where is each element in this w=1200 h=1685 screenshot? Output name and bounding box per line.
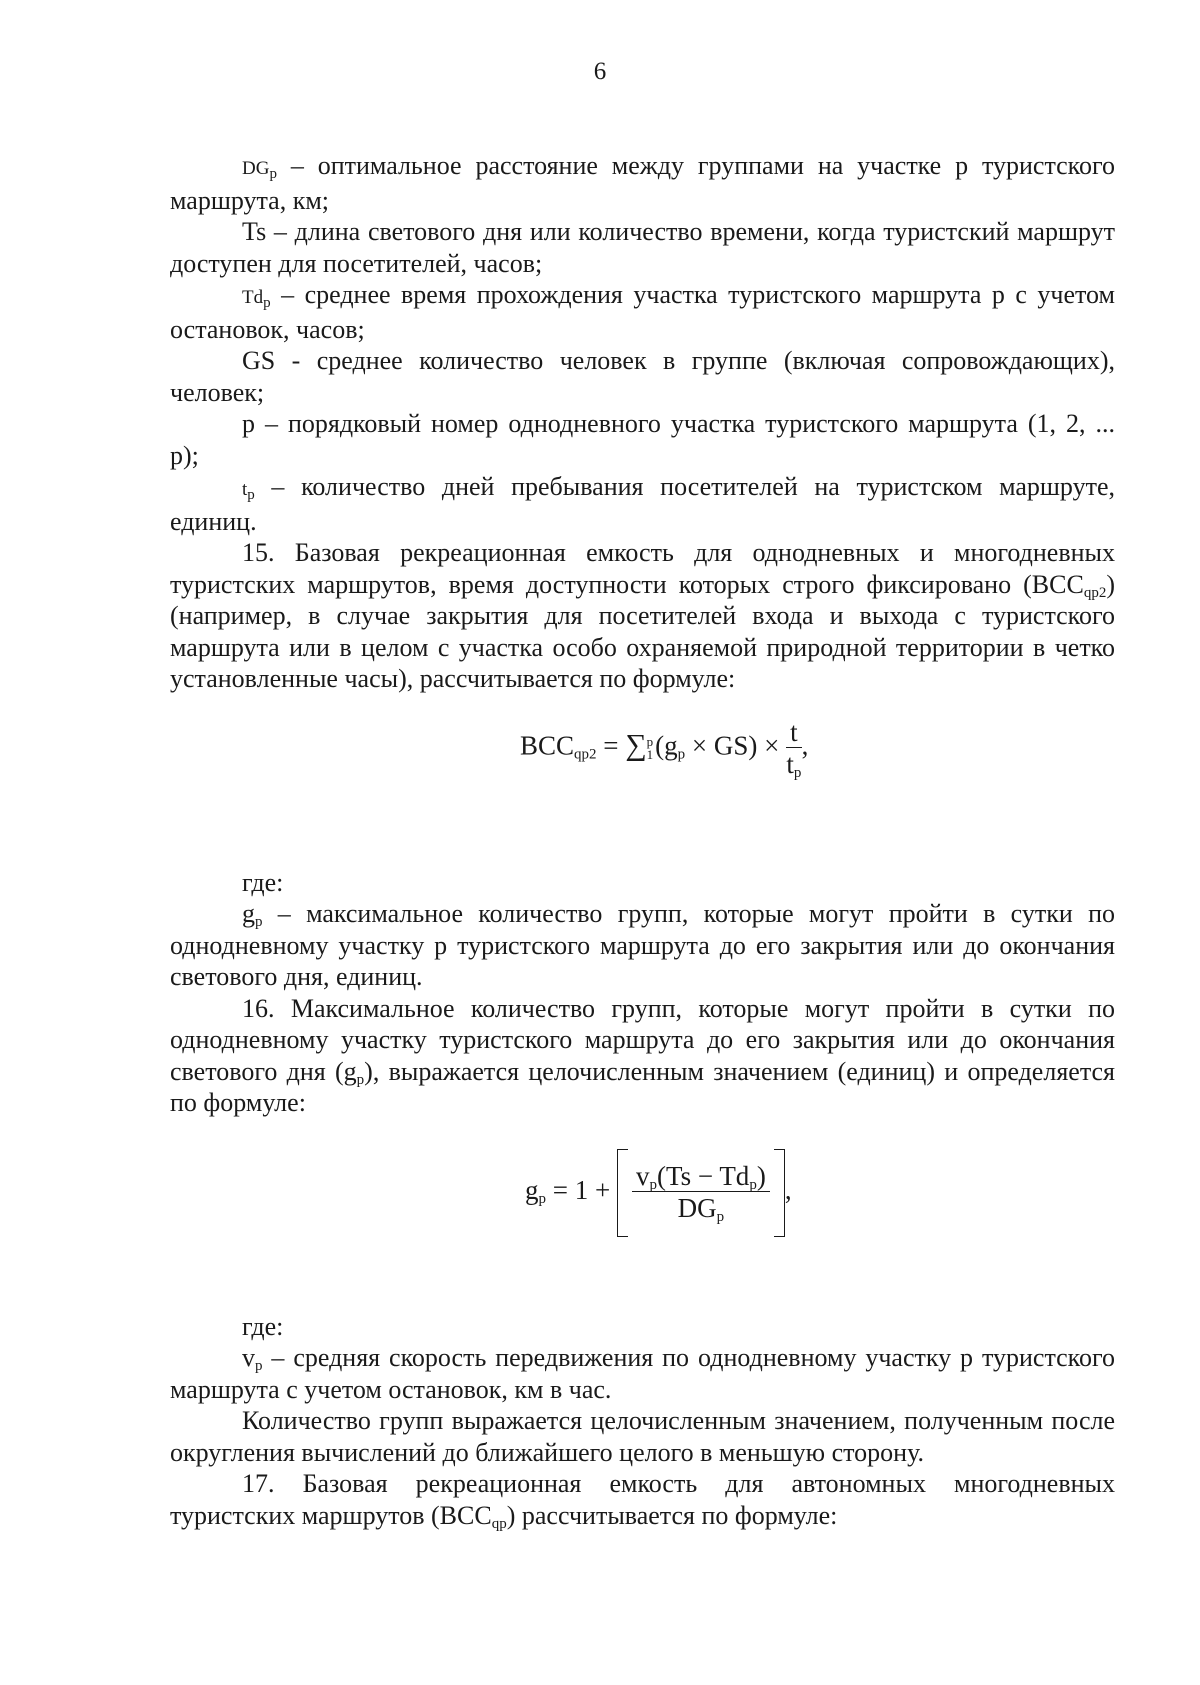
subscript: p: [247, 487, 255, 503]
definition-tdp: [170, 279, 1115, 345]
floor-bracket-left: [617, 1149, 628, 1237]
formula-term: × GS) ×: [685, 730, 787, 761]
definition-gs: GS - среднее количество человек в группе (включая сопровождающих), человек;: [170, 346, 1115, 407]
definition-gp: [170, 898, 1115, 993]
definition-p: р – порядковый номер однодневного участка туристского маршрута (1, 2, ... р);: [170, 409, 1115, 470]
definition-text: – оптимальное расстояние между группами на участке р туристского маршрута, км;: [170, 151, 1115, 215]
sum-limits: [647, 735, 654, 761]
clause-text: 17. Базовая рекреационная емкость для автономных многодневных туристских маршрутов (BCC: [170, 1469, 1115, 1530]
subscript: p: [649, 1177, 657, 1193]
clause-text: ) (например, в случае закрытия для посетителей входа и выхода с туристского маршрута или в целом с участка особо охраняемой природной территории в четко установленные часы), рассчитывается по формуле:: [170, 569, 1115, 693]
num-term: (Ts − Td: [656, 1161, 750, 1191]
symbol: v: [242, 1343, 255, 1372]
definition-tp: [170, 471, 1115, 537]
subscript: qp2: [574, 746, 597, 763]
fraction: [632, 1161, 770, 1224]
sum-symbol: ∑: [625, 728, 647, 762]
fraction-denominator: [786, 748, 802, 780]
formula-lhs: g: [525, 1174, 539, 1205]
page-number: 6: [593, 58, 607, 85]
num-term: ): [756, 1161, 766, 1191]
definition-text: – средняя скорость передвижения по однодневному участку р туристского маршрута с учетом остановок, км в час.: [170, 1343, 1115, 1404]
subscript: p: [716, 1209, 725, 1225]
rounding-note: Количество групп выражается целочисленным значением, полученным после округления вычислений до ближайшего целого в меньшую сторону.: [170, 1406, 1115, 1467]
fraction-numerator: t: [786, 717, 802, 748]
clause-text: 16. Максимальное количество групп, которые могут пройти в сутки по однодневному участку туристского маршрута до его закрытия или до окончания светового дня (g: [170, 993, 1115, 1086]
where-label: где:: [242, 867, 284, 897]
clause-text: 15. Базовая рекреационная емкость для однодневных и многодневных туристских маршрутов, время доступности которых строго фиксировано (BCC: [170, 538, 1115, 599]
definition-text: – максимальное количество групп, которые могут пройти в сутки по однодневному участку р туристского маршрута до его закрытия или до окончания светового дня, единиц.: [170, 899, 1115, 991]
formula-body: [520, 717, 808, 780]
clause-15: [170, 537, 1115, 695]
equals-sign: =: [596, 730, 626, 761]
definition-dgp: [170, 150, 1115, 216]
subscript: p: [269, 166, 277, 182]
fraction-numerator: [632, 1161, 770, 1192]
definition-text: – количество дней пребывания посетителей на туристском маршруте, единиц.: [170, 472, 1115, 536]
den-symbol: DG: [677, 1193, 717, 1223]
formula-lhs: BCC: [520, 730, 575, 761]
equals-sign: = 1 +: [546, 1174, 617, 1205]
formula-comma: ,: [784, 1174, 792, 1205]
fraction: [786, 717, 802, 780]
subscript: p: [749, 1177, 757, 1193]
subscript: p: [538, 1190, 546, 1207]
clause-17: [170, 1468, 1115, 1531]
symbol: DG: [242, 158, 270, 179]
subscript: p: [263, 295, 271, 311]
subscript: qp: [491, 1515, 507, 1532]
subscript: p: [255, 914, 263, 930]
sum-lower: 1: [646, 747, 654, 762]
formula-bcc-qp2: [170, 717, 1115, 807]
symbol: t: [242, 479, 248, 500]
clause-text: ) рассчитывается по формуле:: [506, 1500, 838, 1530]
subscript: p: [793, 764, 802, 781]
symbol: Td: [242, 287, 264, 308]
formula-comma: ,: [801, 730, 809, 761]
formula-gp: [170, 1149, 1115, 1249]
definition-ts: Ts – длина светового дня или количество времени, когда туристский маршрут доступен для посетителей, часов;: [170, 217, 1115, 278]
formula-term: (g: [655, 730, 678, 761]
floor-bracket-right: [774, 1149, 785, 1237]
document-body: [170, 150, 1115, 1531]
num-term: v: [635, 1161, 650, 1191]
formula-body: [525, 1149, 792, 1237]
clause-16: [170, 993, 1115, 1119]
symbol: g: [242, 899, 255, 928]
subscript: p: [255, 1358, 263, 1374]
sum-upper: p: [646, 734, 654, 749]
subscript: p: [356, 1071, 365, 1088]
subscript: p: [677, 746, 686, 763]
clause-text: ), выражается целочисленным значением (единиц) и определяется по формуле:: [170, 1056, 1115, 1117]
subscript: qp2: [1083, 584, 1107, 601]
fraction-denominator: [632, 1192, 770, 1224]
where-label: где:: [242, 1311, 284, 1341]
definition-text: – среднее время прохождения участка туристского маршрута р с учетом остановок, часов;: [170, 280, 1115, 344]
den-symbol: t: [786, 748, 794, 779]
definition-vp: [170, 1342, 1115, 1405]
